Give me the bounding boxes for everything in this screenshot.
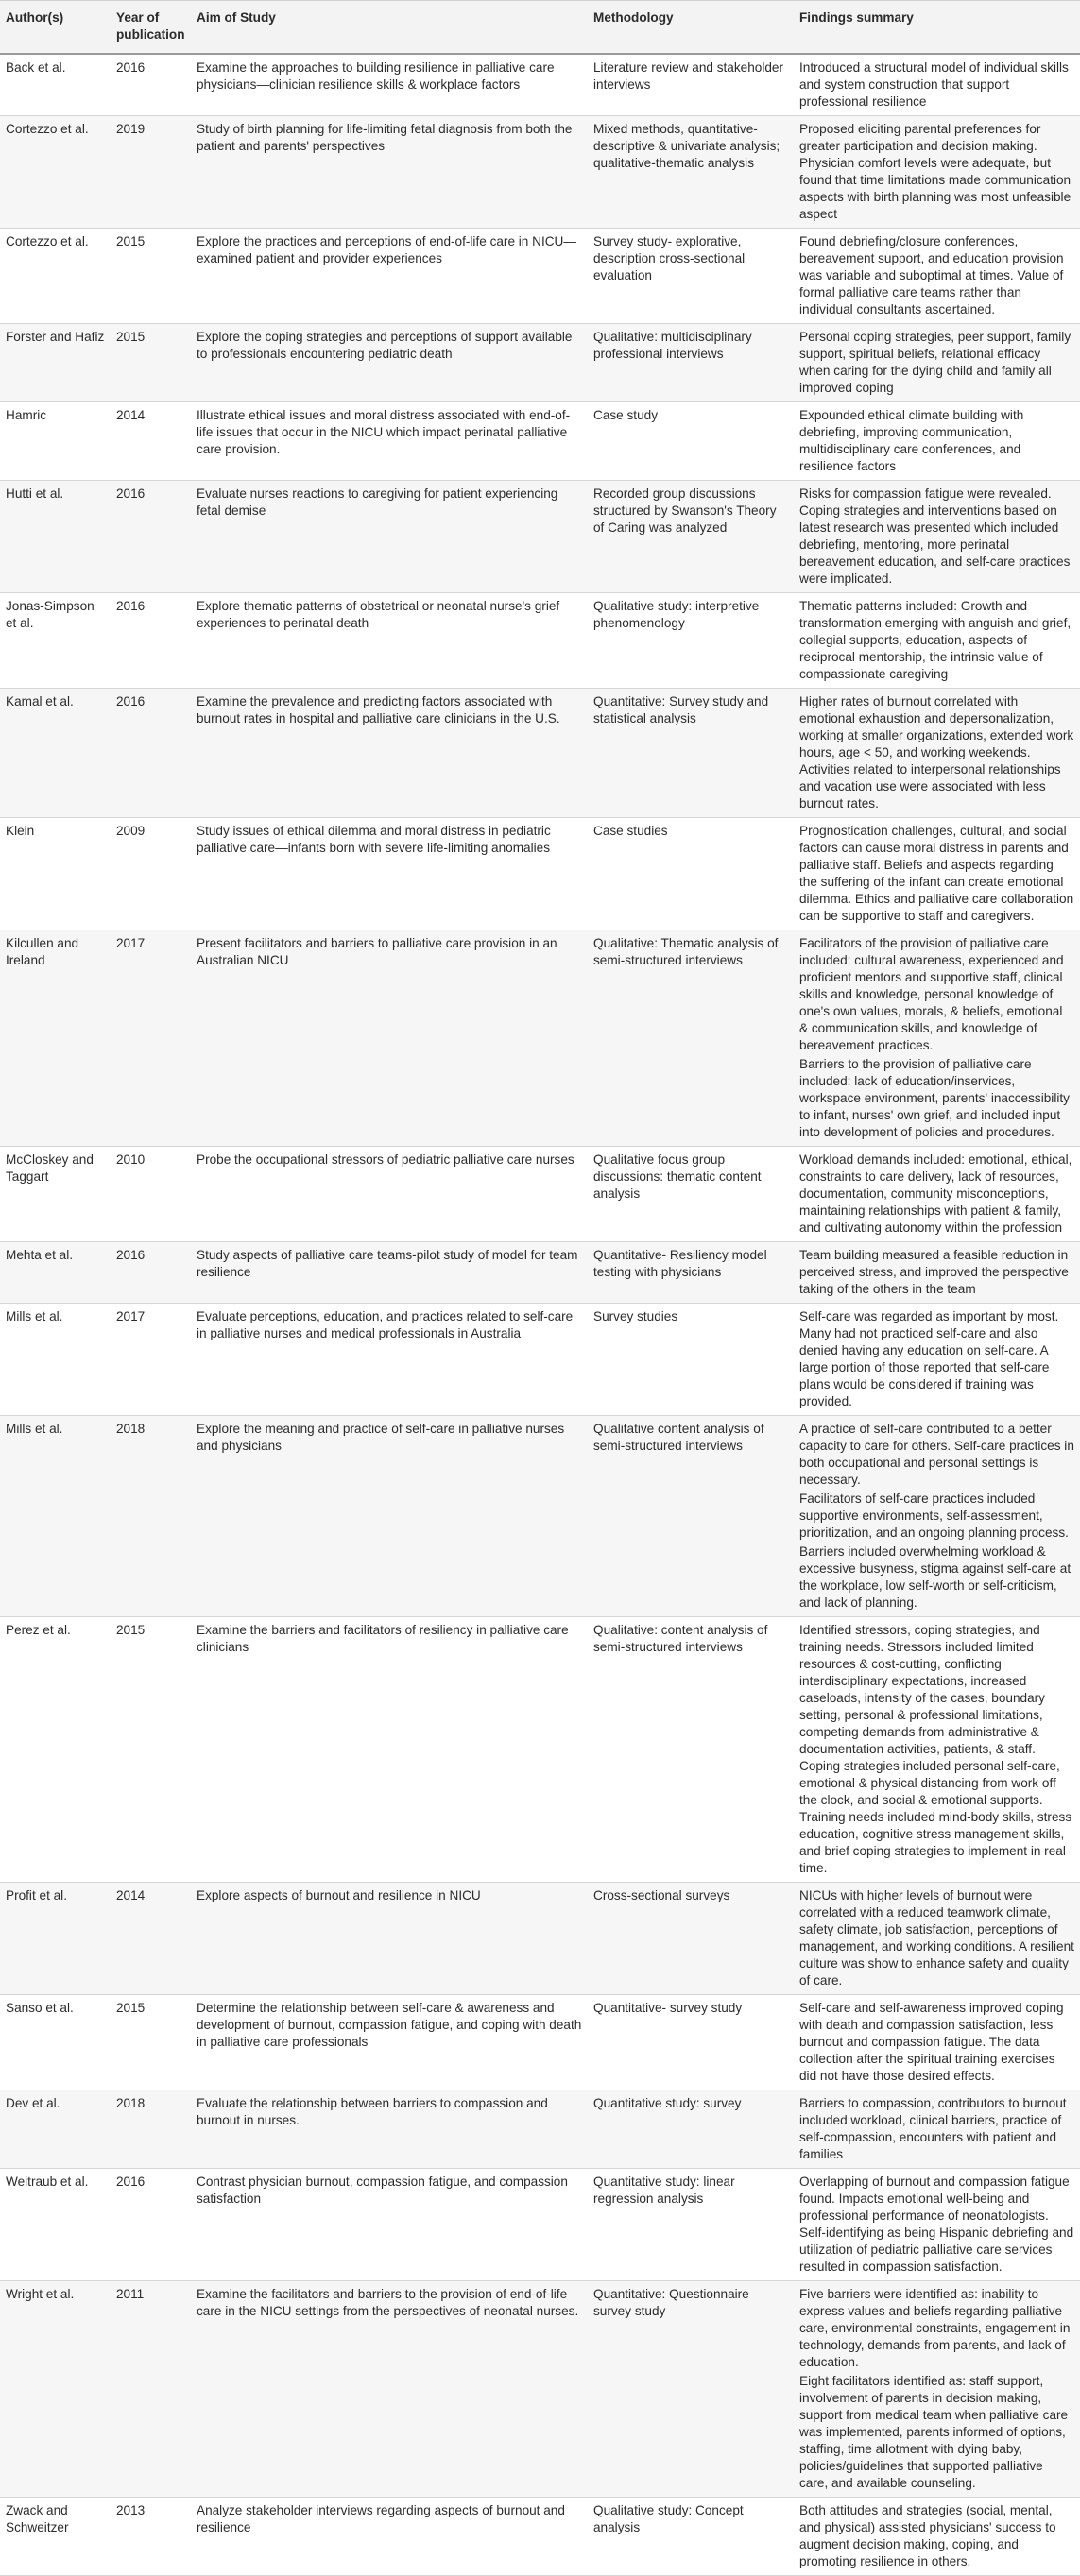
- findings-paragraph: Eight facilitators identified as: staff support, involvement of parents in decision making, support from medical team when palliative care was implemented, parents informed of options, staffing, time allotment with dying baby, policies/guidelines that supported palliative care, and available counseling.: [799, 2374, 1069, 2490]
- table-row: [0, 2169, 1080, 2281]
- author-cell: Jonas-Simpson et al.: [0, 593, 111, 689]
- table-row: [0, 1995, 1080, 2090]
- header-findings: Findings summary: [794, 1, 1080, 55]
- author-cell: Mehta et al.: [0, 1242, 111, 1304]
- aim-cell: Analyze stakeholder interviews regarding aspects of burnout and resilience: [191, 2498, 588, 2576]
- aim-cell: Study issues of ethical dilemma and moral distress in pediatric palliative care—infants born with severe life-limiting anomalies: [191, 818, 588, 930]
- findings-paragraph: Facilitators of self-care practices included supportive environments, self-assessment, prioritization, and an ongoing planning process.: [799, 1492, 1069, 1540]
- methodology-cell: Quantitative: Survey study and statistical analysis: [588, 689, 794, 818]
- findings-paragraph: Both attitudes and strategies (social, mental, and physical) assisted physicians' success to augment decision making, coping, and promoting resilience in others.: [799, 2503, 1056, 2568]
- findings-cell: [794, 481, 1080, 593]
- findings-paragraph: A practice of self-care contributed to a better capacity to care for others. Self-care practices in both occupational and personal settings is necessary.: [799, 1422, 1074, 1487]
- findings-paragraph: Proposed eliciting parental preferences for greater participation and decision making. Physician comfort levels were adequate, but found that time limitations made communication aspects with birth planning was most unfeasible aspect: [799, 122, 1071, 221]
- findings-cell: [794, 593, 1080, 689]
- findings-cell: [794, 930, 1080, 1147]
- table-row: [0, 2498, 1080, 2576]
- findings-paragraph: Overlapping of burnout and compassion fatigue found. Impacts emotional well-being and professional performance of neonatologists. Self-identifying as being Hispanic debriefing and utilization of pediatric palliative care services resulted in compassion satisfaction.: [799, 2175, 1074, 2274]
- findings-cell: [794, 1883, 1080, 1995]
- aim-cell: Explore aspects of burnout and resilience in NICU: [191, 1883, 588, 1995]
- author-cell: Zwack and Schweitzer: [0, 2498, 111, 2576]
- aim-cell: Explore the practices and perceptions of end-of-life care in NICU—examined patient and provider experiences: [191, 229, 588, 324]
- findings-cell: [794, 2169, 1080, 2281]
- findings-cell: [794, 116, 1080, 229]
- author-cell: Hutti et al.: [0, 481, 111, 593]
- author-cell: Hamric: [0, 402, 111, 481]
- findings-paragraph: Expounded ethical climate building with debriefing, improving communication, multidisciplinary care conferences, and resilience factors: [799, 408, 1024, 473]
- year-cell: 2014: [111, 1883, 191, 1995]
- findings-paragraph: Self-care was regarded as important by most. Many had not practiced self-care and also denied having any education on self-care. A large portion of those reported that self-care plans would be considered if training was provided.: [799, 1309, 1059, 1408]
- findings-cell: [794, 229, 1080, 324]
- year-cell: 2017: [111, 1304, 191, 1416]
- findings-paragraph: Barriers to compassion, contributors to burnout included workload, clinical barriers, practice of self-compassion, encounters with patient and families: [799, 2096, 1067, 2161]
- year-cell: 2016: [111, 2169, 191, 2281]
- table-row: [0, 593, 1080, 689]
- aim-cell: Examine the facilitators and barriers to the provision of end-of-life care in the NICU settings from the perspectives of neonatal nurses.: [191, 2281, 588, 2498]
- author-cell: Cortezzo et al.: [0, 116, 111, 229]
- table-row: [0, 116, 1080, 229]
- methodology-cell: Quantitative study: linear regression analysis: [588, 2169, 794, 2281]
- aim-cell: Evaluate nurses reactions to caregiving for patient experiencing fetal demise: [191, 481, 588, 593]
- aim-cell: Examine the prevalence and predicting factors associated with burnout rates in hospital and palliative care clinicians in the U.S.: [191, 689, 588, 818]
- findings-cell: [794, 689, 1080, 818]
- aim-cell: Evaluate the relationship between barriers to compassion and burnout in nurses.: [191, 2090, 588, 2169]
- methodology-cell: Qualitative: multidisciplinary professional interviews: [588, 324, 794, 402]
- methodology-cell: Qualitative focus group discussions: thematic content analysis: [588, 1147, 794, 1242]
- findings-cell: [794, 1617, 1080, 1883]
- table-row: [0, 402, 1080, 481]
- table-header: [0, 1, 1080, 55]
- year-cell: 2016: [111, 593, 191, 689]
- methodology-cell: Quantitative study: survey: [588, 2090, 794, 2169]
- author-cell: Kamal et al.: [0, 689, 111, 818]
- methodology-cell: Qualitative: Thematic analysis of semi-structured interviews: [588, 930, 794, 1147]
- methodology-cell: Quantitative- survey study: [588, 1995, 794, 2090]
- table-row: [0, 930, 1080, 1147]
- aim-cell: Examine the barriers and facilitators of resiliency in palliative care clinicians: [191, 1617, 588, 1883]
- findings-cell: [794, 2090, 1080, 2169]
- table-row: [0, 229, 1080, 324]
- year-cell: 2009: [111, 818, 191, 930]
- methodology-cell: Case studies: [588, 818, 794, 930]
- year-cell: 2016: [111, 54, 191, 116]
- author-cell: Back et al.: [0, 54, 111, 116]
- methodology-cell: Survey study- explorative, description cross-sectional evaluation: [588, 229, 794, 324]
- findings-paragraph: Team building measured a feasible reduction in perceived stress, and improved the perspective taking of the others in the team: [799, 1248, 1069, 1296]
- aim-cell: Determine the relationship between self-care & awareness and development of burnout, compassion fatigue, and coping with death in palliative care professionals: [191, 1995, 588, 2090]
- table-row: [0, 1416, 1080, 1617]
- author-cell: Cortezzo et al.: [0, 229, 111, 324]
- findings-cell: [794, 818, 1080, 930]
- aim-cell: Explore thematic patterns of obstetrical or neonatal nurse's grief experiences to perinatal death: [191, 593, 588, 689]
- year-cell: 2018: [111, 1416, 191, 1617]
- header-year: Year of publication: [111, 1, 191, 55]
- methodology-cell: Survey studies: [588, 1304, 794, 1416]
- header-methodology: Methodology: [588, 1, 794, 55]
- author-cell: Profit et al.: [0, 1883, 111, 1995]
- findings-paragraph: Prognostication challenges, cultural, and social factors can cause moral distress in parents and palliative staff. Beliefs and aspects regarding the suffering of the infant can create emotional dilemma. Ethics and palliative care collaboration can be supportive to staff and caregivers.: [799, 824, 1074, 923]
- aim-cell: Study of birth planning for life-limiting fetal diagnosis from both the patient and parents' perspectives: [191, 116, 588, 229]
- findings-paragraph: Workload demands included: emotional, ethical, constraints to care delivery, lack of resources, documentation, community misconceptions, maintaining relationships with patient & family, and cultivating autonomy within the profession: [799, 1152, 1072, 1235]
- findings-cell: [794, 1147, 1080, 1242]
- author-cell: Weitraub et al.: [0, 2169, 111, 2281]
- author-cell: McCloskey and Taggart: [0, 1147, 111, 1242]
- aim-cell: Study aspects of palliative care teams-pilot study of model for team resilience: [191, 1242, 588, 1304]
- year-cell: 2014: [111, 402, 191, 481]
- author-cell: Mills et al.: [0, 1416, 111, 1617]
- author-cell: Wright et al.: [0, 2281, 111, 2498]
- table-row: [0, 689, 1080, 818]
- author-cell: Sanso et al.: [0, 1995, 111, 2090]
- table-row: [0, 1147, 1080, 1242]
- year-cell: 2015: [111, 324, 191, 402]
- year-cell: 2015: [111, 1617, 191, 1883]
- year-cell: 2019: [111, 116, 191, 229]
- aim-cell: Illustrate ethical issues and moral distress associated with end-of-life issues that occur in the NICU which impact perinatal palliative care provision.: [191, 402, 588, 481]
- table-row: [0, 1242, 1080, 1304]
- year-cell: 2016: [111, 689, 191, 818]
- methodology-cell: Case study: [588, 402, 794, 481]
- year-cell: 2015: [111, 1995, 191, 2090]
- methodology-cell: Mixed methods, quantitative-descriptive & univariate analysis; qualitative-thematic analysis: [588, 116, 794, 229]
- methodology-cell: Qualitative content analysis of semi-structured interviews: [588, 1416, 794, 1617]
- header-aim: Aim of Study: [191, 1, 588, 55]
- table-row: [0, 481, 1080, 593]
- year-cell: 2018: [111, 2090, 191, 2169]
- year-cell: 2016: [111, 1242, 191, 1304]
- table-row: [0, 54, 1080, 116]
- year-cell: 2011: [111, 2281, 191, 2498]
- aim-cell: Examine the approaches to building resilience in palliative care physicians—clinician resilience skills & workplace factors: [191, 54, 588, 116]
- author-cell: Klein: [0, 818, 111, 930]
- table-row: [0, 1304, 1080, 1416]
- findings-cell: [794, 2281, 1080, 2498]
- table-body: [0, 54, 1080, 2576]
- aim-cell: Explore the coping strategies and perceptions of support available to professionals encountering pediatric death: [191, 324, 588, 402]
- author-cell: Mills et al.: [0, 1304, 111, 1416]
- aim-cell: Evaluate perceptions, education, and practices related to self-care in palliative nurses and medical professionals in Australia: [191, 1304, 588, 1416]
- author-cell: Kilcullen and Ireland: [0, 930, 111, 1147]
- methodology-cell: Qualitative study: Concept analysis: [588, 2498, 794, 2576]
- methodology-cell: Recorded group discussions structured by Swanson's Theory of Caring was analyzed: [588, 481, 794, 593]
- table-row: [0, 2281, 1080, 2498]
- header-author: Author(s): [0, 1, 111, 55]
- year-cell: 2016: [111, 481, 191, 593]
- methodology-cell: Qualitative: content analysis of semi-structured interviews: [588, 1617, 794, 1883]
- findings-cell: [794, 1995, 1080, 2090]
- table-row: [0, 324, 1080, 402]
- findings-paragraph: Barriers to the provision of palliative care included: lack of education/inservices, workspace environment, parents' inaccessibility to infant, nurses' own grief, and included input into development of policies and procedures.: [799, 1057, 1070, 1139]
- aim-cell: Contrast physician burnout, compassion fatigue, and compassion satisfaction: [191, 2169, 588, 2281]
- year-cell: 2015: [111, 229, 191, 324]
- year-cell: 2013: [111, 2498, 191, 2576]
- findings-paragraph: Risks for compassion fatigue were revealed. Coping strategies and interventions based on latest research was presented which included debriefing, mentoring, more perinatal bereavement education, and self-care practices were implicated.: [799, 486, 1071, 586]
- aim-cell: Probe the occupational stressors of pediatric palliative care nurses: [191, 1147, 588, 1242]
- table-row: [0, 2090, 1080, 2169]
- author-cell: Forster and Hafiz: [0, 324, 111, 402]
- findings-paragraph: Self-care and self-awareness improved coping with death and compassion satisfaction, less burnout and compassion fatigue. The data collection after the spiritual training exercises did not have those desired effects.: [799, 2001, 1064, 2083]
- aim-cell: Present facilitators and barriers to palliative care provision in an Australian NICU: [191, 930, 588, 1147]
- findings-paragraph: Found debriefing/closure conferences, bereavement support, and education provision was variable and suboptimal at times. Value of formal palliative care teams rather than individual consultants ascertained.: [799, 234, 1064, 316]
- findings-cell: [794, 2498, 1080, 2576]
- table-row: [0, 818, 1080, 930]
- findings-cell: [794, 1304, 1080, 1416]
- findings-paragraph: Identified stressors, coping strategies, and training needs. Stressors included limited resources & cost-cutting, conflicting interdisciplinary expectations, increased caseloads, intensity of the cases, boundary setting, personal & professional limitations, competing demands from administrative & documentation activities, patients, & staff. Coping strategies included personal self-care, emotional & physical distancing from work off the clock, and social & emotional supports. Training needs included mind-body skills, stress education, cognitive stress management skills, and brief coping strategies to implement in real time.: [799, 1623, 1072, 1875]
- findings-cell: [794, 324, 1080, 402]
- methodology-cell: Quantitative: Questionnaire survey study: [588, 2281, 794, 2498]
- author-cell: Perez et al.: [0, 1617, 111, 1883]
- methodology-cell: Cross-sectional surveys: [588, 1883, 794, 1995]
- findings-paragraph: Facilitators of the provision of palliative care included: cultural awareness, experienced and proficient mentors and supportive staff, clinical skills and knowledge, personal knowledge of one's own values, morals, & beliefs, emotional & communication skills, and knowledge of bereavement practices.: [799, 936, 1064, 1052]
- table-row: [0, 1617, 1080, 1883]
- aim-cell: Explore the meaning and practice of self-care in palliative nurses and physicians: [191, 1416, 588, 1617]
- header-row: [0, 1, 1080, 55]
- findings-paragraph: NICUs with higher levels of burnout were correlated with a reduced teamwork climate, safety climate, job satisfaction, perceptions of management, and working conditions. A resilient culture was show to enhance safety and quality of care.: [799, 1888, 1074, 1987]
- table-row: [0, 1883, 1080, 1995]
- year-cell: 2010: [111, 1147, 191, 1242]
- methodology-cell: Literature review and stakeholder interviews: [588, 54, 794, 116]
- findings-cell: [794, 1242, 1080, 1304]
- findings-cell: [794, 1416, 1080, 1617]
- year-cell: 2017: [111, 930, 191, 1147]
- methodology-cell: Quantitative- Resiliency model testing with physicians: [588, 1242, 794, 1304]
- findings-paragraph: Higher rates of burnout correlated with emotional exhaustion and depersonalization, working at smaller organizations, extended work hours, age < 50, and working weekends. Activities related to interpersonal relationships and vacation use were associated with less burnout rates.: [799, 694, 1074, 810]
- findings-paragraph: Barriers included overwhelming workload & excessive busyness, stigma against self-care at the workplace, low self-worth or self-criticism, and lack of planning.: [799, 1544, 1071, 1610]
- findings-paragraph: Thematic patterns included: Growth and transformation emerging with anguish and grief, collegial supports, education, aspects of reciprocal mentorship, the intrinsic value of compassionate caregiving: [799, 599, 1071, 681]
- author-cell: Dev et al.: [0, 2090, 111, 2169]
- methodology-cell: Qualitative study: interpretive phenomenology: [588, 593, 794, 689]
- findings-paragraph: Personal coping strategies, peer support, family support, spiritual beliefs, relational efficacy when caring for the dying child and family all improved coping: [799, 330, 1071, 395]
- findings-cell: [794, 402, 1080, 481]
- findings-cell: [794, 54, 1080, 116]
- findings-paragraph: Five barriers were identified as: inability to express values and beliefs regarding palliative care, environmental constraints, engagement in technology, demands from parents, and lack of education.: [799, 2287, 1071, 2369]
- findings-paragraph: Introduced a structural model of individual skills and system construction that support professional resilience: [799, 60, 1069, 109]
